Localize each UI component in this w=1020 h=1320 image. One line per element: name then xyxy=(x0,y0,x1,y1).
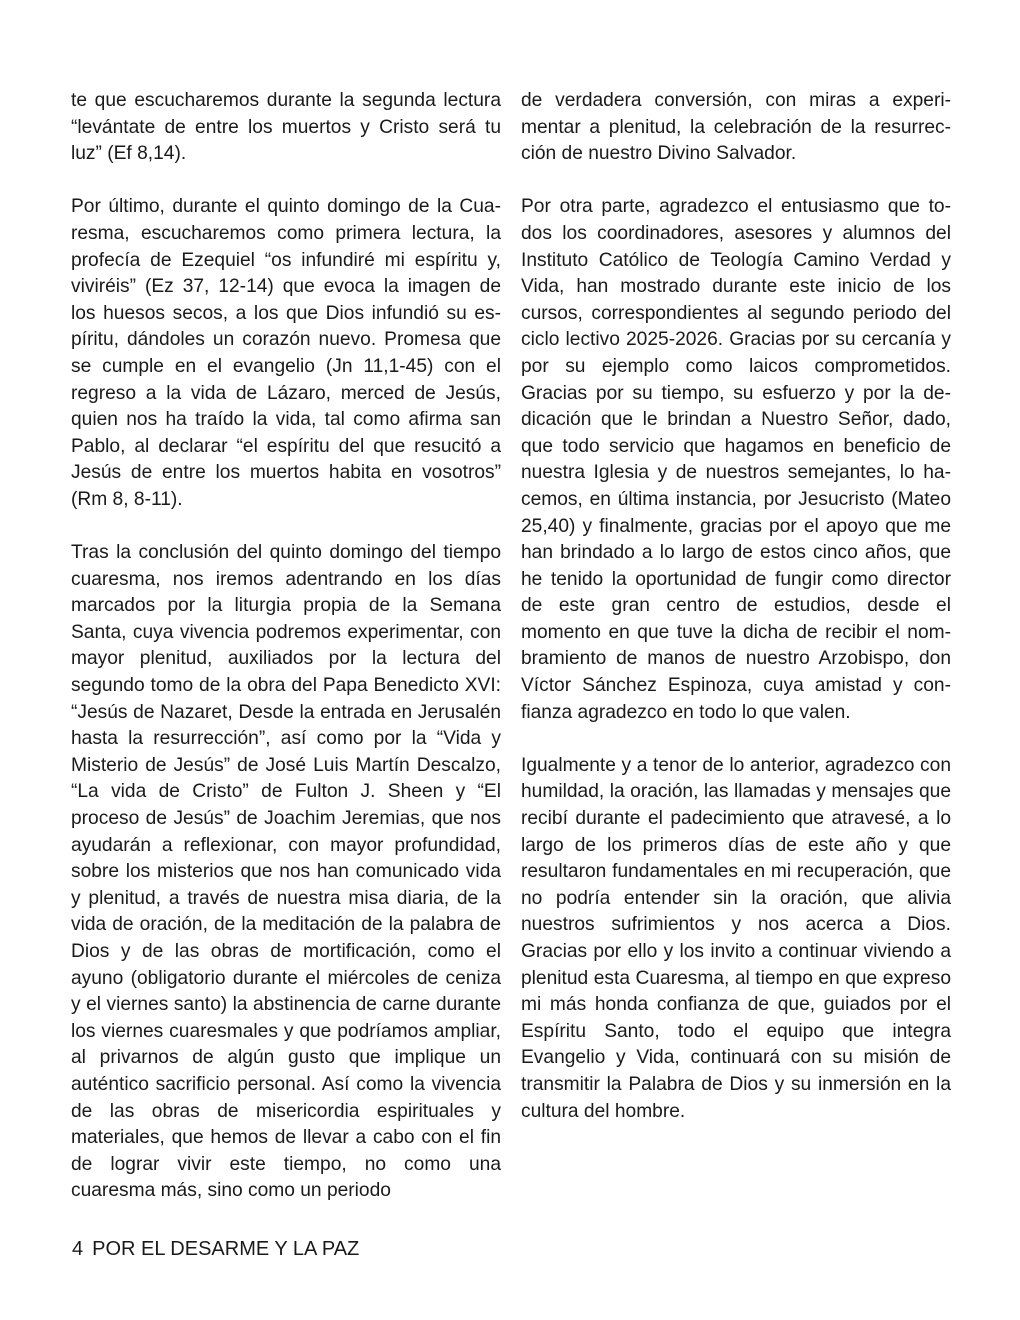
paragraph: Por otra parte, agradezco el entusiasmo que todos los coordinadores, asesores y alumnos del Instituto Católico de Teología Camino Verdad y Vida, han mostrado durante este inicio de los cursos, correspondientes al segundo periodo del ciclo lectivo 2025-2026. Gracias por su cercanía y por su ejemplo como laicos comprometidos. Gracias por su tiempo, su esfuerzo y por la dedicación que le brindan a Nuestro Señor, dado, que todo servicio que hagamos en beneficio de nuestra Iglesia y de nuestros semejantes, lo hacemos, en última instancia, por Jesucristo (Mateo 25,40) y finalmente, gracias por el apoyo que me han brindado a lo largo de estos cinco años, que he tenido la oportunidad de fungir como director de este gran centro de estudios, desde el momento en que tuve la dicha de recibir el nombramiento de manos de nuestro Arzobispo, don Víctor Sánchez Espinoza, cuya amistad y confianza agradezco en todo lo que valen. xyxy=(521,196,951,723)
paragraph: Por último, durante el quinto domingo de la Cuaresma, escucharemos como primera lectura, la profecía de Ezequiel “os infundiré mi espíritu y, viviréis” (Ez 37, 12-14) que evoca la imagen de los huesos secos, a los que Dios infundió su espíritu, dándoles un corazón nuevo. Promesa que se cumple en el evangelio (Jn 11,1-45) con el regreso a la vida de Lázaro, merced de Jesús, quien nos ha traído la vida, tal como afirma san Pablo, al declarar “el espíritu del que resucitó a Jesús de entre los muertos habita en vosotros” (Rm 8, 8-11). xyxy=(71,196,501,510)
paragraph: te que escucharemos durante la segunda lectura “levántate de entre los muertos y Cristo será tu luz” (Ef 8,14). xyxy=(71,90,501,165)
right-text-column xyxy=(521,88,951,1125)
paragraph: de verdadera conversión, con miras a experimentar a plenitud, la celebración de la resurrección de nuestro Divino Salvador. xyxy=(521,90,951,165)
page-footer xyxy=(72,1237,359,1261)
running-title: POR EL DESARME Y LA PAZ xyxy=(92,1238,360,1260)
paragraph: Igualmente y a tenor de lo anterior, agradezco con humildad, la oración, las llamadas y mensajes que recibí durante el padecimiento que atravesé, a lo largo de los primeros días de este año y que resultaron fundamentales en mi recuperación, que no podría entender sin la oración, que alivia nuestros sufrimientos y nos acerca a Dios. Gracias por ello y los invito a continuar viviendo a plenitud esta Cuaresma, al tiempo en que expreso mi más honda confianza de que, guiados por el Espíritu Santo, todo el equipo que integra Evangelio y Vida, continuará con su misión de transmitir la Palabra de Dios y su inmersión en la cultura del hombre. xyxy=(521,754,951,1122)
page-number: 4 xyxy=(72,1238,84,1260)
paragraph: Tras la conclusión del quinto domingo del tiempo cuaresma, nos iremos adentrando en los días marcados por la liturgia propia de la Semana Santa, cuya vivencia podremos experimentar, con mayor plenitud, auxiliados por la lectura del segundo tomo de la obra del Papa Benedicto XVI: “Jesús de Nazaret, Desde la entrada en Jerusalén hasta la resurrección”, así como por la “Vida y Misterio de Jesús” de José Luis Martín Descalzo, “La vida de Cristo” de Fulton J. Sheen y “El proceso de Jesús” de Joachim Jeremias, que nos ayudarán a reflexionar, con mayor profundidad, sobre los misterios que nos han comunicado vida y plenitud, a través de nuestra misa diaria, de la vida de oración, de la meditación de la palabra de Dios y de las obras de mortificación, como el ayuno (obligatorio durante el miércoles de ceniza y el viernes santo) la abstinencia de carne durante los viernes cuaresmales y que podríamos ampliar, al privarnos de algún gusto que implique un auténtico sacrificio personal. Así como la vivencia de las obras de misericordia espirituales y materiales, que hemos de llevar a cabo con el fin de lograr vivir este tiempo, no como una cuaresma más, sino como un periodo xyxy=(71,542,501,1202)
left-text-column xyxy=(71,88,501,1205)
